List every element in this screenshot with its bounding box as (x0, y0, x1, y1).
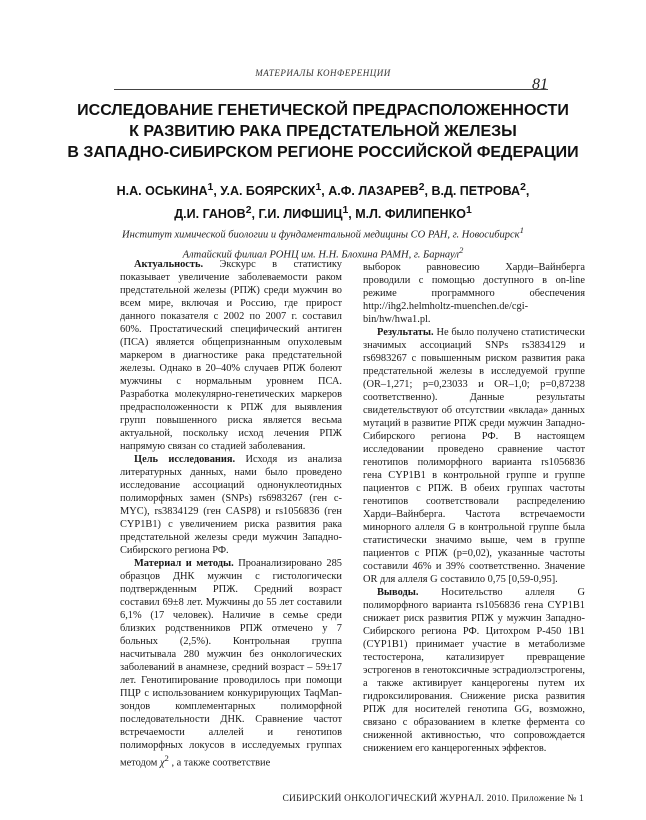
author-name: В.Д. ПЕТРОВА (431, 184, 521, 199)
aim-text: Исходя из анализа литературных данных, нами было проведено исследование ассоциаций однонуклеотидных полиморфных замен (SNPs) rs6983267 (ген c-MYC), rs3834129 (ген CASP8) и rs1056836 (ген CYP1B1) с увеличением риска развития рака предстательной железы среди мужчин Западно-Сибирского региона РФ. (120, 454, 342, 556)
affiliations (30, 223, 616, 262)
author-affiliation-mark: 2 (418, 182, 425, 193)
journal-footer: СИБИРСКИЙ ОНКОЛОГИЧЕСКИЙ ЖУРНАЛ. 2010. Приложение № 1 (282, 794, 584, 804)
author-affiliation-mark: 1 (342, 205, 349, 217)
title-line-2: К РАЗВИТИЮ РАКА ПРЕДСТАТЕЛЬНОЙ ЖЕЛЕЗЫ (129, 123, 517, 140)
affiliation-mark: 2 (459, 244, 464, 255)
relevance-text: Экскурс в статистику показывает увеличение заболеваемости раком предстательной железы (РПЖ) среди мужчин во всем мире, включая и Россию, где прирост данного показателя с 2002 по 2007 г. составил 60%. Простатический специфический антиген (ПСА) является общепризнанным опухолевым маркером в диагностике рака предстательной железы. Однако в 20–40% случаев РПЖ болеют мужчины с нормальным уровнем ПСА. Разработка молекулярно-генетических маркеров предрасположенности к РПЖ для выявления групп повышенного риска является весьма актуальной, поскольку исход лечения РПЖ напрямую связан со стадией заболевания. (120, 259, 342, 452)
left-column (120, 258, 342, 769)
authors-line-2: Д.И. ГАНОВ$^2$, Г.И. ЛИФШИЦ$^1$, М.Л. ФИЛИПЕНКО$^1$ (174, 205, 472, 222)
chi-square-symbol: χ (159, 757, 165, 769)
affiliation-text: Институт химической биологии и фундаментальной медицины СО РАН, г. Новосибирск (122, 229, 520, 241)
author-name: Н.А. ОСЬКИНА (116, 184, 208, 199)
author-name: Д.И. ГАНОВ (174, 207, 246, 222)
author-affiliation-mark: 1 (465, 205, 472, 217)
conclusions-paragraph (363, 586, 585, 755)
right-column (363, 261, 585, 755)
methods-text-end: , а также соответствие (171, 757, 271, 769)
author-affiliation-mark: 1 (315, 182, 322, 193)
methods-label: Материал и методы. (134, 558, 234, 569)
authors-line-1: Н.А. ОСЬКИНА$^1$, У.А. БОЯРСКИХ$^1$, А.Ф. ЛАЗАРЕВ$^2$, В.Д. ПЕТРОВА$^2$, (116, 182, 530, 199)
aim-label: Цель исследования. (134, 454, 236, 465)
affiliation-text: Алтайский филиал РОНЦ им. Н.Н. Блохина РАМН, г. Барнаул (182, 249, 459, 260)
title-line-1: ИССЛЕДОВАНИЕ ГЕНЕТИЧЕСКОЙ ПРЕДРАСПОЛОЖЕННОСТИ (77, 102, 569, 119)
conclusions-text: Носительство аллеля G полиморфного варианта rs1056836 гена CYP1B1 снижает риск развития РПЖ у мужчин Западно-Сибирского региона РФ. Цитохром Р-450 1В1 (CYP1B1) принимает участие в метаболизме тестостерона, катализирует превращение эстрогенов в генотоксичные эстрадиолэстрогены, а также активирует канцерогены путем их гидроксилирования. Снижение риска развития РПЖ для носителей генотипа GG, возможно, связано с образованием в клетке фермента со сниженной активностью, что сопровождается снижением его канцерогенных эффектов. (363, 587, 585, 754)
methods-text: Проанализировано 285 образцов ДНК мужчин с гистологически подтвержденным РПЖ. Средний возраст составил 69±8 лет. Мужчины до 55 лет составили 6,1% (17 человек). Наличие в семье среди близких родственников РПЖ отмечено у 7 больных (2,5%). Контрольная группа насчитывала 280 мужчин без онкологических заболеваний в анамнезе, средний возраст – 59±17 лет. Генотипирование проводилось при помощи ПЦР с использованием конкурирующих TaqMan-зондов комплементарных полиморфной последовательности ДНК. Сравнение частот встречаемости аллелей и генотипов полиморфных локусов в исследуемых группах методом (120, 558, 342, 769)
page-number: 81 (532, 76, 548, 93)
results-label: Результаты. (377, 327, 434, 338)
results-paragraph (363, 326, 585, 586)
affiliation-1 (30, 223, 616, 243)
relevance-paragraph (120, 258, 342, 453)
author-name: М.Л. ФИЛИПЕНКО (355, 207, 466, 222)
affiliation-mark: 1 (519, 225, 524, 235)
title-line-3: В ЗАПАДНО-СИБИРСКОМ РЕГИОНЕ РОССИЙСКОЙ ФЕДЕРАЦИИ (67, 144, 579, 161)
author-affiliation-mark: 2 (520, 182, 526, 193)
article-title (30, 100, 616, 163)
aim-paragraph (120, 453, 342, 557)
author-list (30, 178, 616, 224)
author-name: А.Ф. ЛАЗАРЕВ (328, 184, 419, 199)
author-affiliation-mark: 1 (207, 182, 214, 193)
author-name: Г.И. ЛИФШИЦ (258, 207, 343, 222)
results-text: Не было получено статистически значимых ассоциаций SNPs rs3834129 и rs6983267 с повышенным риском развития рака предстательной железы в исследуемой группе (OR–1,271; p=0,23033 и OR–1,0; p=0,87238 соответственно). Данные результаты свидетельствуют об отсутствии «вклада» данных мутаций в развитие РПЖ среди мужчин Западно-Сибирского региона РФ. В настоящем исследовании проведено сравнение частот генотипов полиморфного варианта rs1056836 гена CYP1B1 в контрольной группе и группе пациентов с РПЖ. В обеих группах частоты генотипов соответствовали распределению Харди–Вайнберга. Частота встречаемости минорного аллеля G в контрольной группе была статистически значимо выше, чем в группе пациентов с РПЖ (p=0,02), указанные частоты составили 46% и 39% соответственно. Значение OR для аллеля G составило 0,75 [0,59-0,95]. (363, 327, 585, 585)
conclusions-label: Выводы. (377, 587, 419, 598)
methods-continuation: выборок равновесию Харди–Вайнберга проводили с помощью доступного в on-line режиме программного обеспечения http://ihg2.helmholtz-muenchen.de/cgi-bin/hw/hwa1.pl. (363, 262, 585, 325)
relevance-label: Актуальность. (134, 259, 204, 270)
methods-paragraph (120, 557, 342, 769)
chi-square-exponent: 2 (164, 753, 169, 763)
section-label: МАТЕРИАЛЫ КОНФЕРЕНЦИИ (255, 68, 391, 78)
header-divider (114, 89, 548, 90)
author-affiliation-mark: 2 (245, 205, 252, 217)
author-name: У.А. БОЯРСКИХ (220, 184, 316, 199)
